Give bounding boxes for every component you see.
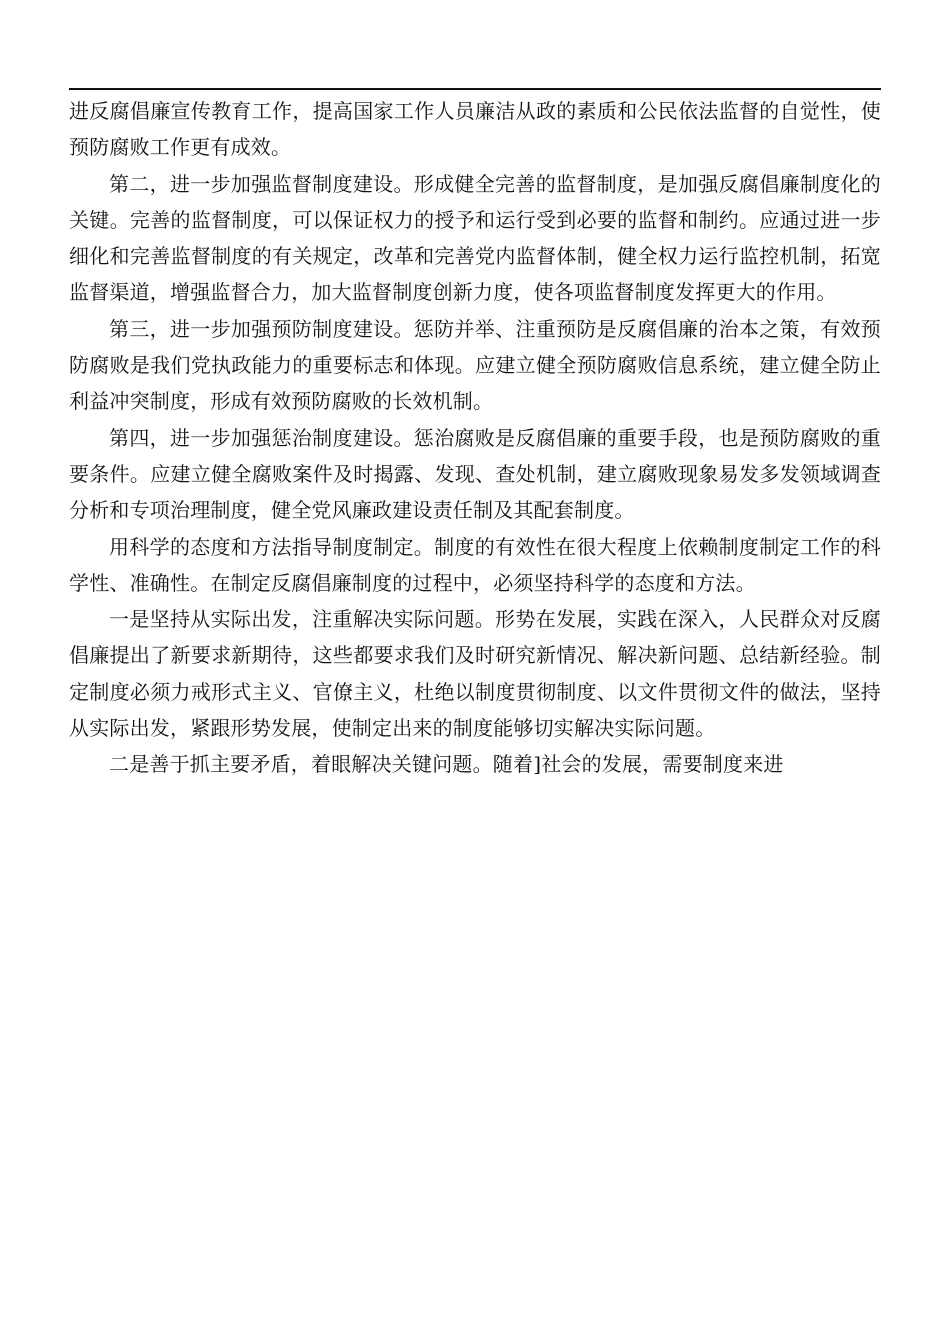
paragraph-scientific-method: 用科学的态度和方法指导制度制定。制度的有效性在很大程度上依赖制度制定工作的科学性、准确性。在制定反腐倡廉制度的过程中，必须坚持科学的态度和方法。 (69, 534, 881, 595)
paragraph-punishment-system: 第四，进一步加强惩治制度建设。惩治腐败是反腐倡廉的重要手段，也是预防腐败的重要条件。应建立健全腐败案件及时揭露、发现、查处机制，建立腐败现象易发多发领域调查分析和专项治理制度，健全党风廉政建设责任制及其配套制度。 (69, 425, 881, 523)
paragraph-supervision-system: 第二，进一步加强监督制度建设。形成健全完善的监督制度，是加强反腐倡廉制度化的关键。完善的监督制度，可以保证权力的授予和运行受到必要的监督和制约。应通过进一步细化和完善监督制度的有关规定，改革和完善党内监督体制，健全权力运行监控机制，拓宽监督渠道，增强监督合力，加大监督制度创新力度，使各项监督制度发挥更大的作用。 (69, 171, 881, 305)
paragraph-key-problems: 二是善于抓主要矛盾，着眼解决关键问题。随着]社会的发展，需要制度来进 (109, 752, 784, 777)
paragraph-continued: 进反腐倡廉宣传教育工作，提高国家工作人员廉洁从政的素质和公民依法监督的自觉性，使预防腐败工作更有成效。 (69, 99, 881, 160)
header-rule (69, 88, 881, 90)
paragraph-practical-problems: 一是坚持从实际出发，注重解决实际问题。形势在发展，实践在深入，人民群众对反腐倡廉提出了新要求新期待，这些都要求我们及时研究新情况、解决新问题、总结新经验。制定制度必须力戒形式主义、官僚主义，杜绝以制度贯彻制度、以文件贯彻文件的做法，坚持从实际出发，紧跟形势发展，使制定出来的制度能够切实解决实际问题。 (69, 607, 881, 741)
paragraph-prevention-system: 第三，进一步加强预防制度建设。惩防并举、注重预防是反腐倡廉的治本之策，有效预防腐败是我们党执政能力的重要标志和体现。应建立健全预防腐败信息系统，建立健全防止利益冲突制度，形成有效预防腐败的长效机制。 (69, 316, 881, 414)
document-body (69, 93, 881, 783)
